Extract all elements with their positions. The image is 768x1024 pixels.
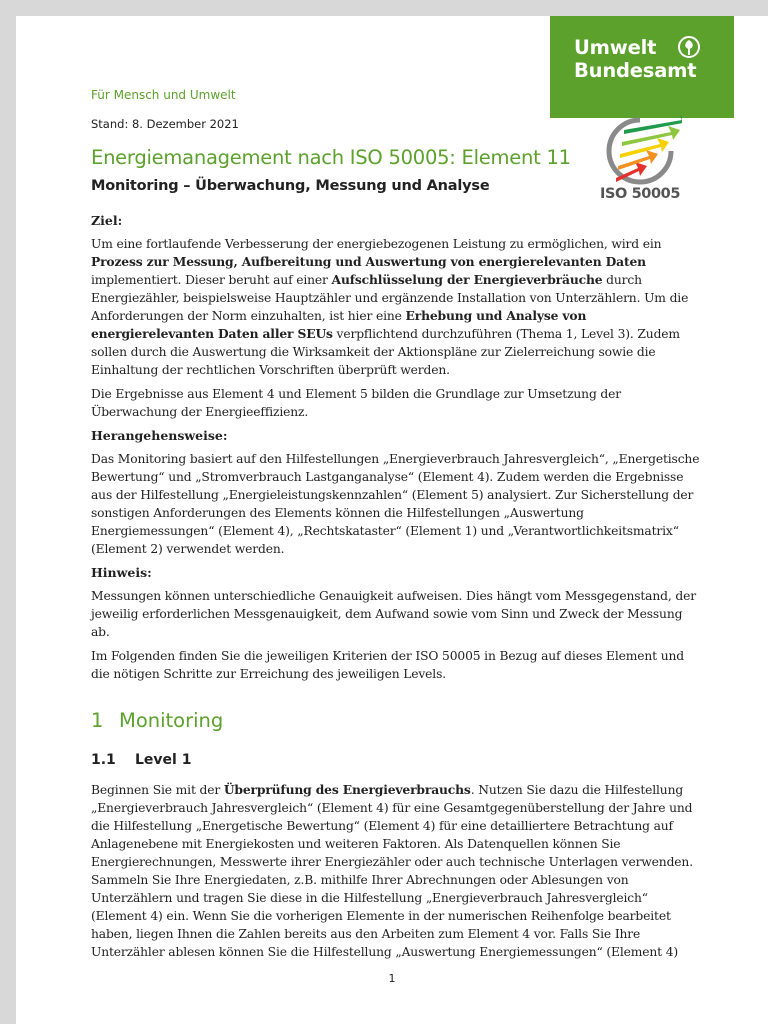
document-page [16, 16, 768, 1024]
document-date: Stand: 8. Dezember 2021 [91, 117, 239, 131]
herangehensweise-paragraph: Das Monitoring basiert auf den Hilfestellungen „Energieverbrauch Jahresvergleich“, „Energetische Bewertung“ und „Stromverbrauch Lastganganalyse“ (Element 4). Zudem werden die Ergebnisse aus der Hilfestellung „Energieleistungskennzahlen“ (Element 5) analysiert. Zur Sicherstellung der sonstigen Anforderungen des Elements können die Hilfestellungen „Auswertung Energiemessungen“ (Element 4), „Rechtskataster“ (Element 1) und „Verantwortlichkeitsmatrix“ (Element 2) verwendet werden. [91, 452, 700, 556]
ziel-paragraph-2: Die Ergebnisse aus Element 4 und Element 5 bilden die Grundlage zur Umsetzung der Überwachung der Energieeffizienz. [91, 387, 622, 419]
section-heading-monitoring: 1 Monitoring [91, 709, 224, 732]
page-title: Energiemanagement nach ISO 50005: Element 11 [91, 146, 571, 169]
logo-line-2: Bundesamt [574, 59, 697, 82]
tree-icon [678, 36, 700, 58]
ziel-paragraph-1: Um eine fortlaufende Verbesserung der energiebezogenen Leistung zu ermöglichen, wird ein Prozess zur Messung, Aufbereitung und Auswertung von energierelevanten Daten implementiert. Dieser beruht auf einer Aufschlüsselung der Energieverbräuche durch Energiezähler, beispielsweise Hauptzähler und ergänzende Installation von Unterzählern. Um die Anforderungen der Norm einzuhalten, ist hier eine Erhebung und Analyse von energierelevanten Daten aller SEUs verpflichtend durchzuführen (Thema 1, Level 3). Zudem sollen durch die Auswertung die Wirksamkeit der Aktionspläne zur Zielerreichung sowie die Einhaltung der rechtlichen Vorschriften überprüft werden. [91, 237, 689, 377]
ziel-heading: Ziel: [91, 213, 123, 228]
document-body [91, 212, 701, 967]
page-subtitle: Monitoring – Überwachung, Messung und Analyse [91, 178, 490, 194]
subsection-heading-level-1: 1.1 Level 1 [91, 752, 192, 768]
hinweis-heading: Hinweis: [91, 565, 152, 580]
herangehensweise-heading: Herangehensweise: [91, 428, 228, 443]
iso-arrows-icon [598, 116, 682, 186]
umweltbundesamt-logo [550, 16, 734, 118]
iso-label: ISO 50005 [599, 186, 681, 202]
hinweis-paragraph-2: Im Folgenden finden Sie die jeweiligen Kriterien der ISO 50005 in Bezug auf dieses Element und die nötigen Schritte zur Erreichung des jeweiligen Levels. [91, 649, 684, 681]
logo-line-1: Umwelt [574, 36, 657, 59]
level-1-paragraph: Beginnen Sie mit der Überprüfung des Energieverbrauchs. Nutzen Sie dazu die Hilfestellung „Energieverbrauch Jahresvergleich“ (Element 4) für eine Gesamtgegenüberstellung der Jahre und die Hilfestellung „Energetische Bewertung“ (Element 4) für eine detailliertere Betrachtung auf Anlagenebene mit Energiekosten und weiteren Faktoren. Als Datenquellen können Sie Energierechnungen, Messwerte ihrer Energiezähler oder auch technische Unterlagen verwenden. Sammeln Sie Ihre Energiedaten, z.B. mithilfe Ihrer Abrechnungen oder Ablesungen von Unterzählern und tragen Sie diese in die Hilfestellung „Energieverbrauch Jahresvergleich“ (Element 4) ein. Wenn Sie die vorherigen Elemente in der numerischen Reihenfolge bearbeitet haben, liegen Ihnen die Zahlen bereits aus den Arbeiten zum Element 4 vor. Falls Sie Ihre Unterzähler ablesen können Sie die Hilfestellung „Auswertung Energiemessungen“ (Element 4) [91, 782, 693, 959]
tagline: Für Mensch und Umwelt [91, 88, 236, 102]
page-number: 1 [388, 972, 396, 985]
iso-50005-logo [598, 116, 682, 212]
hinweis-paragraph-1: Messungen können unterschiedliche Genauigkeit aufweisen. Dies hängt vom Messgegenstand, der jeweilig erforderlichen Messgenauigkeit, dem Aufwand sowie vom Sinn und Zweck der Messung ab. [91, 589, 696, 639]
